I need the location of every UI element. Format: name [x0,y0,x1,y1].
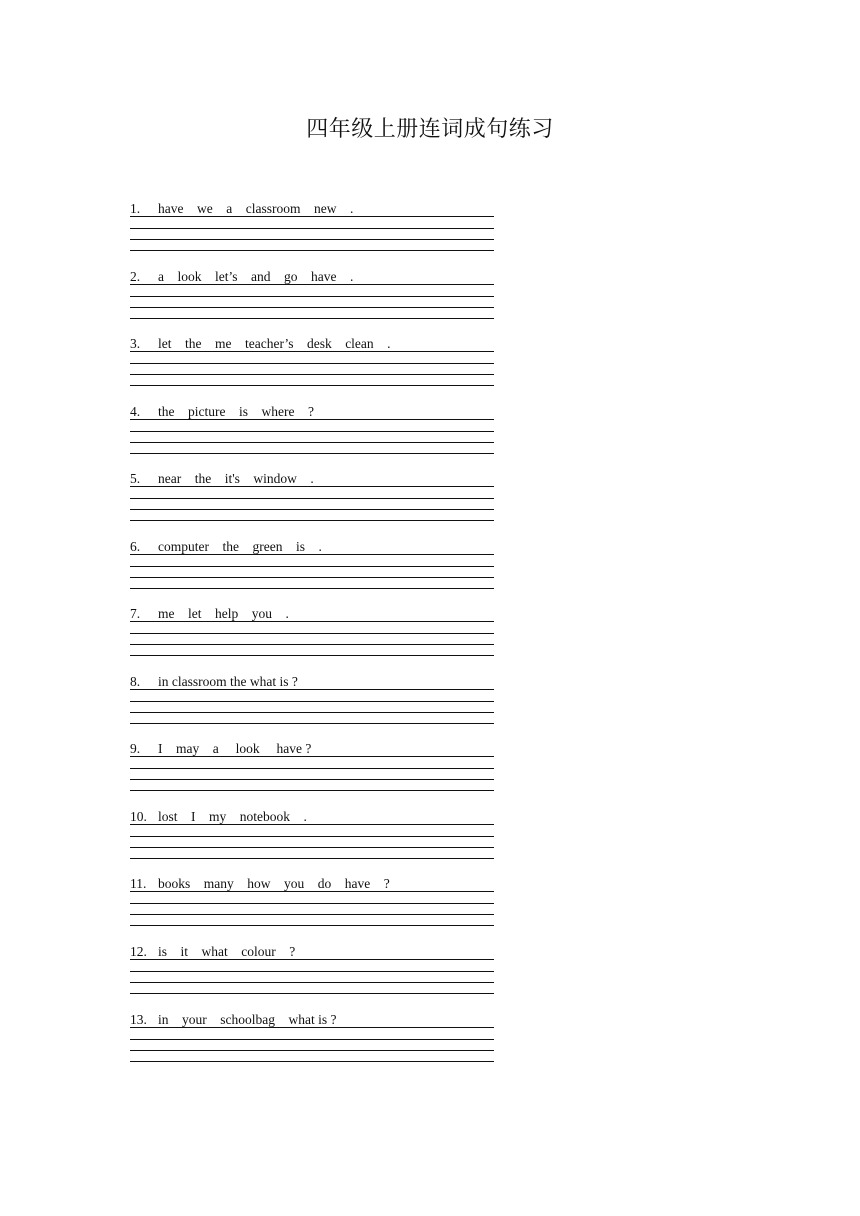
answer-line[interactable] [130,655,494,656]
answer-line[interactable] [130,790,494,791]
answer-line[interactable] [130,307,494,308]
exercise-prompt [130,607,494,622]
answer-line[interactable] [130,847,494,848]
answer-line[interactable] [130,1061,494,1062]
exercise-item [130,472,494,518]
answer-line[interactable] [130,228,494,229]
exercise-item [130,810,494,856]
answer-line[interactable] [130,1039,494,1040]
exercise-item [130,1013,494,1059]
exercise-item [130,675,494,721]
exercise-words: lost I my notebook . [158,810,307,824]
exercise-number: 7. [130,607,141,621]
answer-line[interactable] [130,779,494,780]
exercise-words: have we a classroom new . [158,202,354,216]
exercise-words: computer the green is . [158,540,322,554]
exercise-prompt [130,675,494,690]
answer-line[interactable] [130,982,494,983]
exercise-prompt [130,945,494,960]
answer-line[interactable] [130,509,494,510]
exercise-words: a look let’s and go have . [158,270,354,284]
answer-line[interactable] [130,431,494,432]
exercise-item [130,742,494,788]
answer-line[interactable] [130,442,494,443]
answer-line[interactable] [130,633,494,634]
exercise-number: 3. [130,337,141,351]
answer-line[interactable] [130,318,494,319]
exercise-number: 6. [130,540,141,554]
page-title: 四年级上册连词成句练习 [306,117,554,142]
exercise-words: I may a look have ? [158,742,312,756]
exercise-number: 13. [130,1013,147,1027]
answer-line[interactable] [130,498,494,499]
exercise-number: 11. [130,877,147,891]
exercise-prompt [130,202,494,217]
exercise-item [130,337,494,383]
answer-line[interactable] [130,453,494,454]
exercise-words: near the it's window . [158,472,314,486]
answer-line[interactable] [130,701,494,702]
exercise-prompt [130,1013,494,1028]
exercise-prompt [130,742,494,757]
exercise-words: in classroom the what is ? [158,675,298,689]
answer-line[interactable] [130,566,494,567]
answer-line[interactable] [130,644,494,645]
exercise-item [130,270,494,316]
answer-line[interactable] [130,250,494,251]
exercise-item [130,607,494,653]
exercise-item [130,877,494,923]
exercise-prompt [130,270,494,285]
exercise-number: 10. [130,810,147,824]
exercise-prompt [130,540,494,555]
answer-line[interactable] [130,925,494,926]
answer-line[interactable] [130,836,494,837]
exercise-number: 5. [130,472,141,486]
exercise-prompt [130,810,494,825]
exercise-words: books many how you do have ? [158,877,390,891]
exercise-item [130,202,494,248]
exercise-number: 2. [130,270,141,284]
answer-line[interactable] [130,993,494,994]
answer-line[interactable] [130,914,494,915]
answer-line[interactable] [130,520,494,521]
answer-line[interactable] [130,577,494,578]
answer-line[interactable] [130,971,494,972]
exercise-prompt [130,405,494,420]
answer-line[interactable] [130,1050,494,1051]
answer-line[interactable] [130,712,494,713]
answer-line[interactable] [130,385,494,386]
exercise-words: the picture is where ? [158,405,314,419]
exercise-number: 8. [130,675,141,689]
exercise-words: is it what colour ? [158,945,296,959]
answer-line[interactable] [130,903,494,904]
answer-line[interactable] [130,296,494,297]
exercise-item [130,405,494,451]
exercise-item [130,945,494,991]
exercise-number: 1. [130,202,141,216]
exercise-prompt [130,472,494,487]
answer-line[interactable] [130,239,494,240]
answer-line[interactable] [130,363,494,364]
answer-line[interactable] [130,768,494,769]
exercise-words: let the me teacher’s desk clean . [158,337,391,351]
exercise-number: 12. [130,945,147,959]
answer-line[interactable] [130,588,494,589]
exercise-words: in your schoolbag what is ? [158,1013,337,1027]
exercise-words: me let help you . [158,607,289,621]
exercise-prompt [130,877,494,892]
exercise-item [130,540,494,586]
exercise-number: 4. [130,405,141,419]
answer-line[interactable] [130,374,494,375]
answer-line[interactable] [130,723,494,724]
exercise-prompt [130,337,494,352]
exercise-number: 9. [130,742,141,756]
answer-line[interactable] [130,858,494,859]
